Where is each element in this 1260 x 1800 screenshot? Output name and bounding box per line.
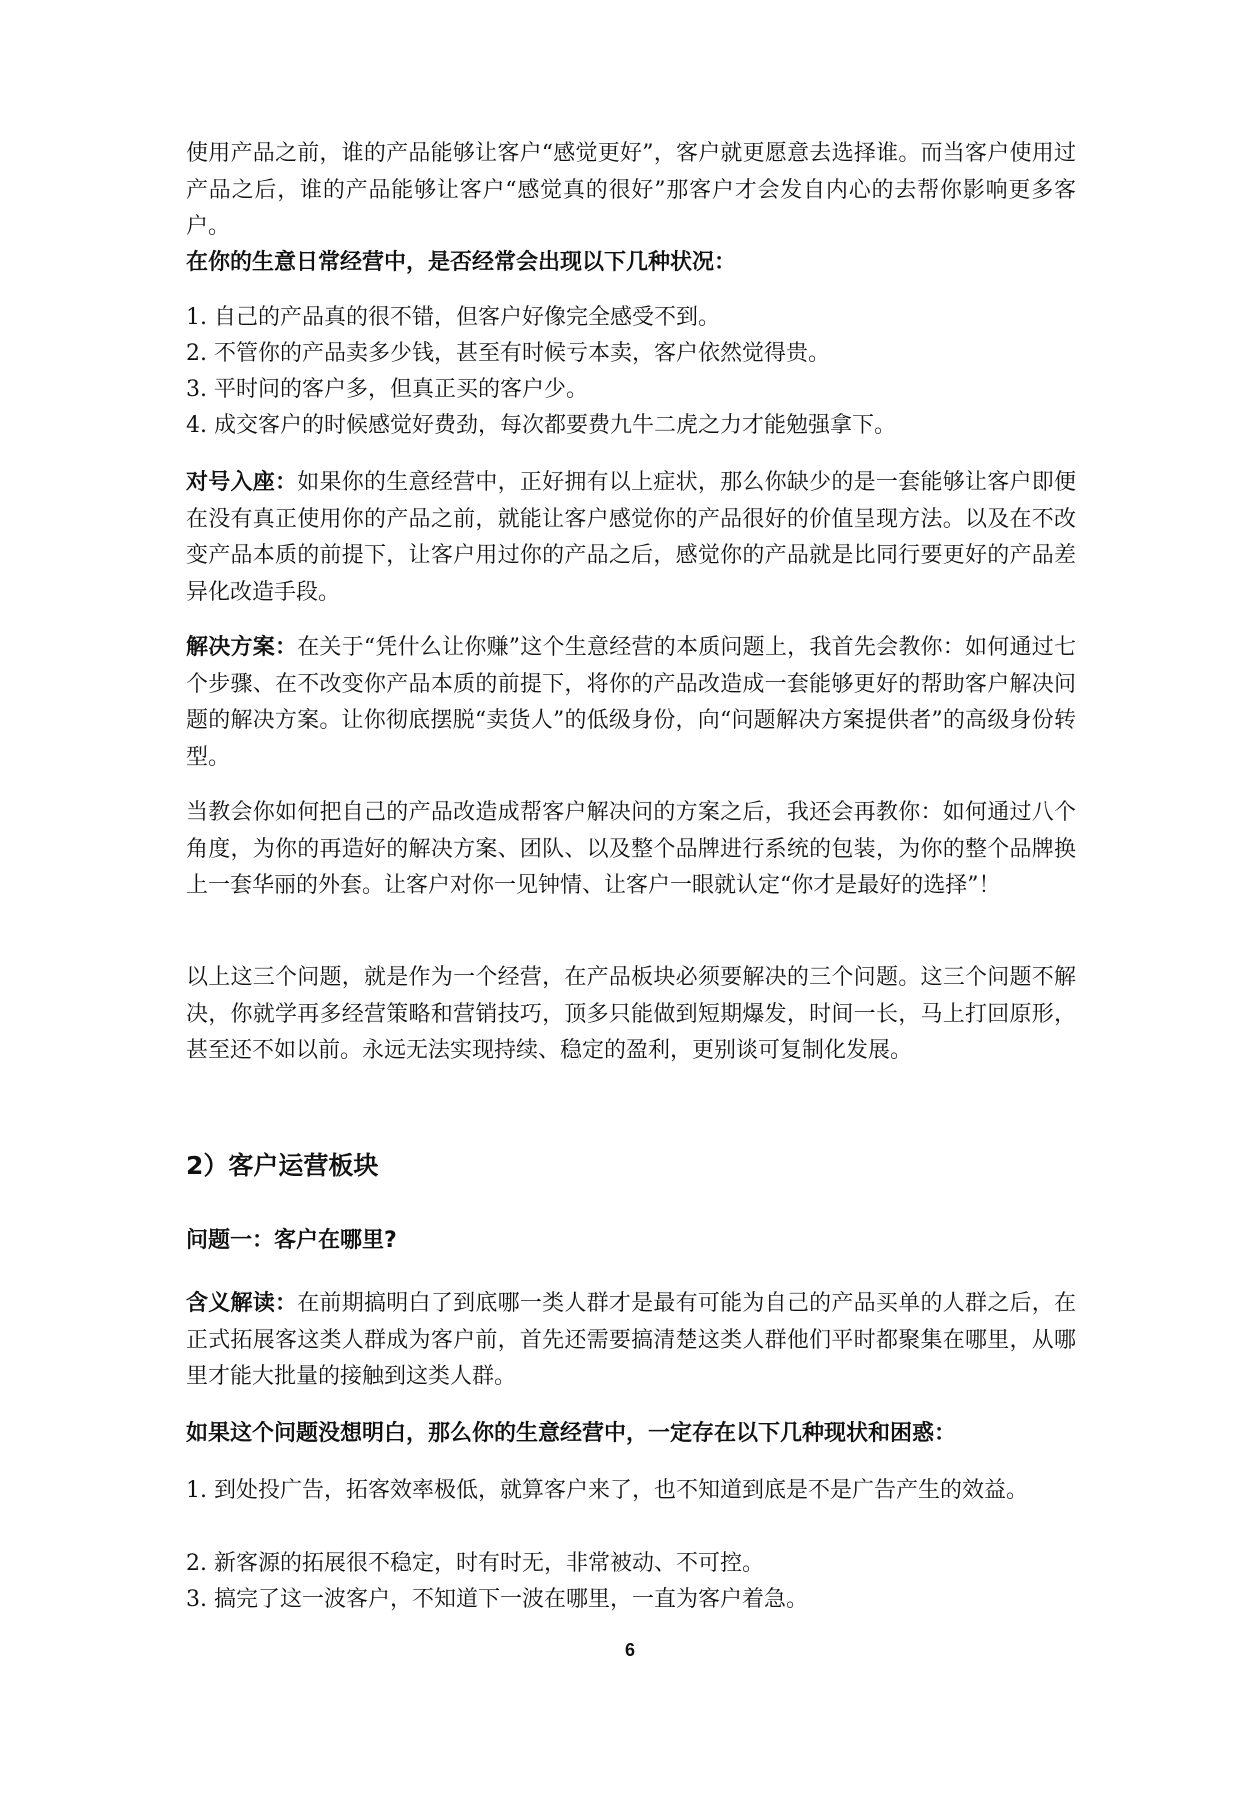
solution-paragraph [186, 630, 1076, 776]
match-paragraph [186, 465, 1076, 611]
question-heading: 问题一：客户在哪里? [186, 1228, 397, 1253]
situation-item: 3. 平时问的客户多，但真正买的客户少。 [186, 377, 588, 402]
page-number: 6 [624, 1640, 635, 1660]
summary-paragraph: 以上这三个问题，就是作为一个经营，在产品板块必须要解决的三个问题。这三个问题不解决，你就学再多经营策略和营销技巧，顶多只能做到短期爆发，时间一长，马上打回原形，甚至还不如以前。永远无法实现持续、稳定的盈利，更别谈可复制化发展。 [186, 965, 1076, 1063]
situation-heading: 在你的生意日常经营中，是否经常会出现以下几种状况： [186, 250, 737, 275]
problem-item: 1. 到处投广告，拓客效率极低，就算客户来了，也不知道到底是不是广告产生的效益。 [186, 1478, 1028, 1503]
situation-item: 1. 自己的产品真的很不错，但客户好像完全感受不到。 [186, 305, 720, 330]
match-text: 如果你的生意经营中，正好拥有以上症状，那么你缺少的是一套能够让客户即便在没有真正使用你的产品之前，就能让客户感觉你的产品很好的价值呈现方法。以及在不改变产品本质的前提下，让客户用过你的产品之后，感觉你的产品就是比同行要更好的产品差异化改造手段。 [186, 470, 1076, 605]
meaning-label: 含义解读： [186, 1291, 298, 1316]
meaning-paragraph [186, 1286, 1076, 1396]
intro-paragraph: 使用产品之前，谁的产品能够让客户“感觉更好”，客户就更愿意去选择谁。而当客户使用过产品之后，谁的产品能够让客户“感觉真的很好”那客户才会发自内心的去帮你影响更多客户。 [186, 141, 1076, 239]
solution-text: 在关于“凭什么让你赚”这个生意经营的本质问题上，我首先会教你：如何通过七个步骤、在不改变你产品本质的前提下，将你的产品改造成一套能够更好的帮助客户解决问题的解决方案。让你彻底摆脱“卖货人”的低级身份，向“问题解决方案提供者”的高级身份转型。 [186, 635, 1076, 770]
problem-item: 2. 新客源的拓展很不稳定，时有时无，非常被动、不可控。 [186, 1551, 764, 1576]
meaning-text: 在前期搞明白了到底哪一类人群才是最有可能为自己的产品买单的人群之后，在正式拓展客这类人群成为客户前，首先还需要搞清楚这类人群他们平时都聚集在哪里，从哪里才能大批量的接触到这类人群。 [186, 1291, 1076, 1389]
solution-label: 解决方案： [186, 635, 298, 660]
problem-item: 3. 搞完了这一波客户，不知道下一波在哪里，一直为客户着急。 [186, 1587, 808, 1612]
section-title: 2）客户运营板块 [186, 1151, 379, 1180]
match-label: 对号入座： [186, 470, 298, 495]
packaging-paragraph: 当教会你如何把自己的产品改造成帮客户解决问的方案之后，我还会再教你：如何通过八个角度，为你的再造好的解决方案、团队、以及整个品牌进行系统的包装，为你的整个品牌换上一套华丽的外套。让客户对你一见钟情、让客户一眼就认定“你才是最好的选择”！ [186, 800, 1076, 898]
situation-item: 2. 不管你的产品卖多少钱，甚至有时候亏本卖，客户依然觉得贵。 [186, 341, 830, 366]
problem-heading: 如果这个问题没想明白，那么你的生意经营中，一定存在以下几种现状和困惑： [186, 1421, 957, 1446]
situation-item: 4. 成交客户的时候感觉好费劲，每次都要费九牛二虎之力才能勉强拿下。 [186, 413, 896, 438]
